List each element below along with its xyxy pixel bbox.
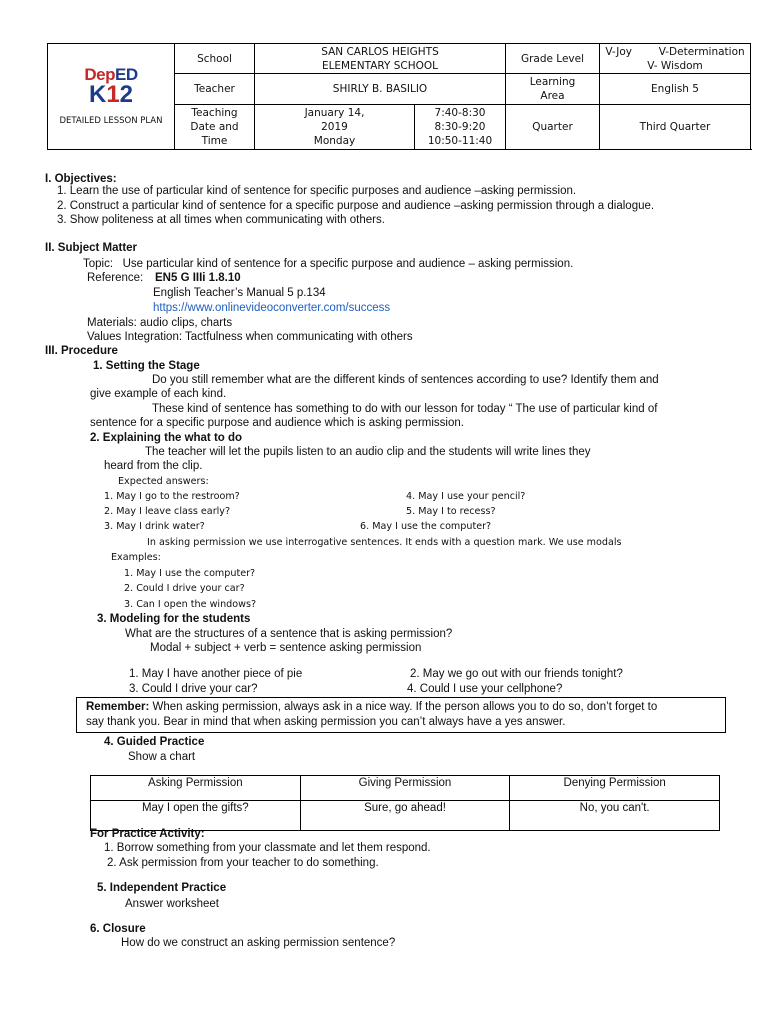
independent-practice-text: Answer worksheet — [125, 898, 219, 910]
teacher-manual: English Teacher’s Manual 5 p.134 — [153, 287, 326, 299]
guided-practice-heading: 4. Guided Practice — [104, 736, 205, 748]
objectives-heading: I. Objectives: — [45, 173, 117, 185]
setting-stage-p2-line2: sentence for a specific purpose and audience which is asking permission. — [90, 417, 464, 429]
topic: Topic: Use particular kind of sentence for a specific purpose and audience – asking permission. — [83, 258, 574, 270]
procedure-heading: III. Procedure — [45, 345, 118, 357]
objective-3: 3. Show politeness at all times when communicating with others. — [57, 214, 385, 226]
reference-link[interactable]: https://www.onlinevideoconverter.com/success — [153, 302, 391, 314]
answer-3: 3. May I drink water? — [104, 521, 205, 532]
permission-chart — [90, 775, 720, 831]
practice-2: 2. Ask permission from your teacher to do something. — [107, 857, 379, 869]
k12-logo: K12 — [88, 80, 134, 108]
date-value: January 14, 2019 Monday — [255, 105, 415, 150]
example-3: 3. Can I open the windows? — [124, 599, 257, 610]
school-label: School — [175, 44, 255, 74]
example-2: 2. Could I drive your car? — [124, 583, 245, 594]
expected-answers-label: Expected answers: — [118, 476, 209, 487]
setting-stage-p1-line2: give example of each kind. — [90, 388, 227, 400]
grade-value: V-Joy V-Determination V- Wisdom — [600, 44, 751, 74]
setting-stage-p1-line1: Do you still remember what are the different kinds of sentences according to use? Identify them and — [152, 374, 659, 386]
quarter-label: Quarter — [506, 105, 600, 150]
chart-header-denying: Denying Permission — [510, 776, 720, 801]
teaching-date-label: Teaching Date and Time — [175, 105, 255, 150]
chart-cell-asking: May I open the gifts? — [91, 801, 301, 831]
time-value: 7:40-8:30 8:30-9:20 10:50-11:40 — [415, 105, 506, 150]
remember-label: Remember: — [86, 701, 150, 713]
modeling-heading: 3. Modeling for the students — [97, 613, 251, 625]
model-sentence-4: 4. Could I use your cellphone? — [407, 683, 563, 695]
answer-6: 6. May I use the computer? — [360, 521, 492, 532]
setting-stage-p2-line1: These kind of sentence has something to do with our lesson for today “ The use of particular kind of — [152, 403, 658, 415]
answer-5: 5. May I to recess? — [406, 506, 496, 517]
remember-box — [76, 697, 726, 733]
answer-1: 1. May I go to the restroom? — [104, 491, 240, 502]
plan-label: DETAILED LESSON PLAN — [59, 115, 163, 126]
grade-label: Grade Level — [506, 44, 600, 74]
answer-2: 2. May I leave class early? — [104, 506, 231, 517]
reference-code: EN5 G IIIi 1.8.10 — [155, 272, 241, 284]
chart-cell-giving: Sure, go ahead! — [300, 801, 510, 831]
closure-heading: 6. Closure — [90, 923, 146, 935]
setting-stage-heading: 1. Setting the Stage — [93, 360, 200, 372]
modeling-question: What are the structures of a sentence that is asking permission? — [125, 628, 453, 640]
learning-area-label: Learning Area — [506, 74, 600, 105]
header-table — [47, 43, 751, 150]
values-integration: Values Integration: Tactfulness when communicating with others — [87, 331, 413, 343]
chart-cell-denying: No, you can't. — [510, 801, 720, 831]
model-sentence-1: 1. May I have another piece of pie — [129, 668, 303, 680]
materials: Materials: audio clips, charts — [87, 317, 233, 329]
objective-1: 1. Learn the use of particular kind of sentence for specific purposes and audience –asking permission. — [57, 185, 577, 197]
practice-activity-heading: For Practice Activity: — [90, 828, 205, 840]
teacher-value: SHIRLY B. BASILIO — [255, 74, 506, 105]
model-sentence-2: 2. May we go out with our friends tonight? — [410, 668, 623, 680]
reference-label: Reference: — [87, 272, 144, 284]
modals-note: In asking permission we use interrogative sentences. It ends with a question mark. We use modals — [147, 537, 622, 548]
independent-practice-heading: 5. Independent Practice — [97, 882, 227, 894]
chart-header-asking: Asking Permission — [91, 776, 301, 801]
objective-2: 2. Construct a particular kind of sentence for a specific purpose and audience –asking permission through a dialogue. — [57, 200, 655, 212]
teacher-label: Teacher — [175, 74, 255, 105]
learning-area-value: English 5 — [600, 74, 751, 105]
modeling-formula: Modal + subject + verb = sentence asking permission — [150, 642, 422, 654]
explaining-heading: 2. Explaining the what to do — [90, 432, 243, 444]
examples-label: Examples: — [111, 552, 161, 563]
explaining-line1: The teacher will let the pupils listen to an audio clip and the students will write lines they — [145, 446, 591, 458]
guided-practice-text: Show a chart — [128, 751, 196, 763]
school-value: SAN CARLOS HEIGHTS ELEMENTARY SCHOOL — [255, 44, 506, 74]
model-sentence-3: 3. Could I drive your car? — [129, 683, 258, 695]
answer-4: 4. May I use your pencil? — [406, 491, 526, 502]
closure-text: How do we construct an asking permission sentence? — [121, 937, 396, 949]
remember-line1: When asking permission, always ask in a nice way. If the person allows you to do so, don’t forget to — [149, 701, 658, 713]
remember-line2: say thank you. Bear in mind that when asking permission you can’t always have a yes answer. — [86, 716, 566, 728]
example-1: 1. May I use the computer? — [124, 568, 256, 579]
chart-header-giving: Giving Permission — [300, 776, 510, 801]
explaining-line2: heard from the clip. — [104, 460, 203, 472]
practice-1: 1. Borrow something from your classmate and let them respond. — [104, 842, 431, 854]
quarter-value: Third Quarter — [600, 105, 751, 150]
deped-logo: DepED — [84, 64, 138, 84]
logo-cell — [48, 44, 175, 150]
subject-heading: II. Subject Matter — [45, 242, 138, 254]
